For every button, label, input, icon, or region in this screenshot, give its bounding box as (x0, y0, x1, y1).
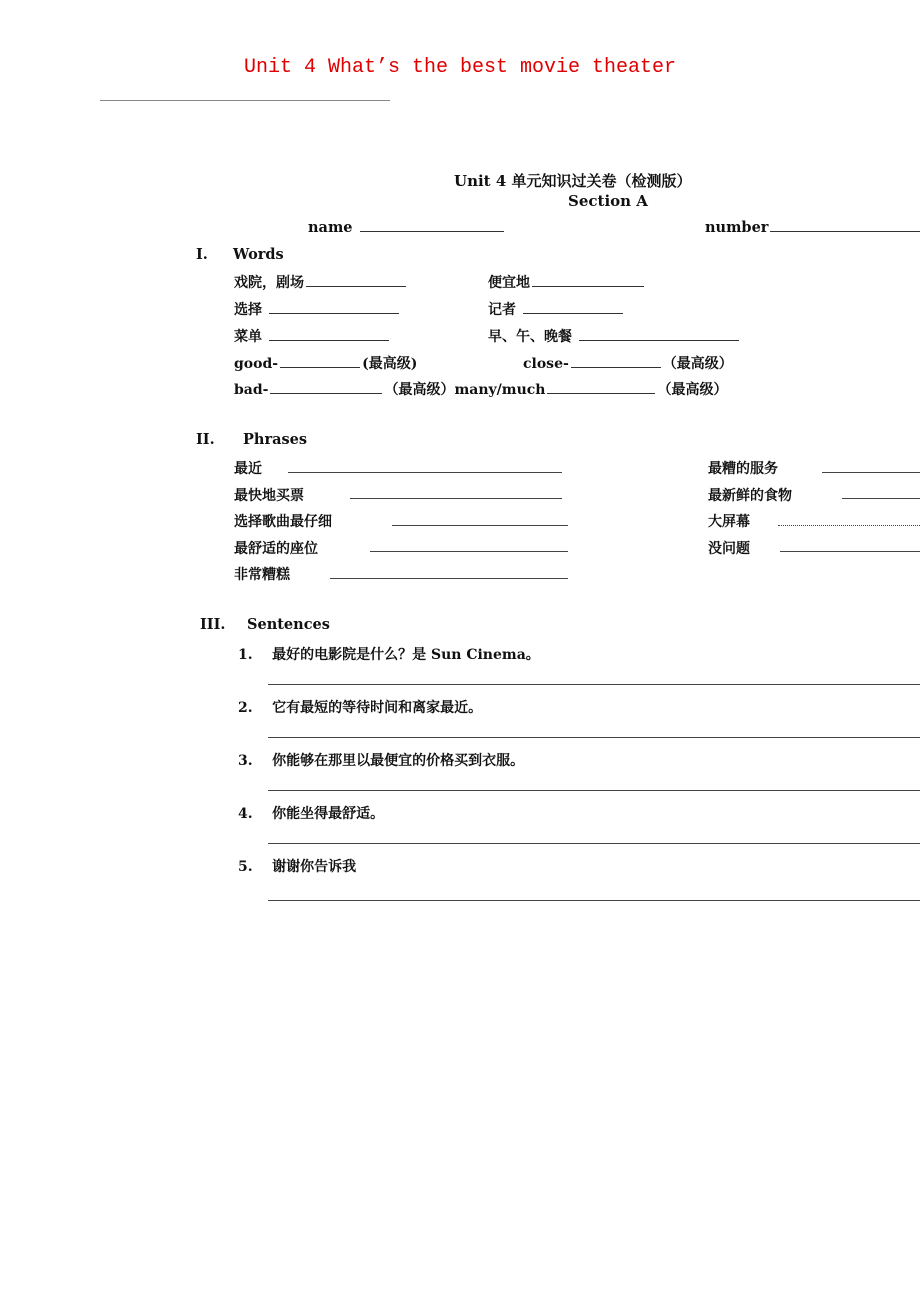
answer-line[interactable] (268, 843, 920, 844)
phrase-item: 没问题 (708, 541, 750, 557)
name-label: name (308, 219, 353, 236)
worksheet-heading: Unit 4 单元知识过关卷（检测版） (454, 172, 692, 190)
word-item: 菜单 (234, 326, 391, 346)
phrases-numeral: II. (196, 431, 215, 448)
sentences-numeral: III. (200, 616, 226, 633)
word-item: close- （最高级） (523, 356, 733, 372)
scan-artifact-line (100, 100, 390, 101)
name-field[interactable] (308, 219, 506, 236)
answer-line[interactable] (268, 684, 920, 685)
phrase-item: 最糟的服务 (708, 461, 778, 477)
sentence-item: 1. 最好的电影院是什么？是 Sun Cinema。 (238, 647, 540, 663)
answer-line[interactable] (268, 790, 920, 791)
word-item: bad- （最高级）many/much （最高级） (234, 382, 728, 398)
phrase-item: 最快地买票 (234, 488, 304, 504)
phrase-item: 最近 (234, 461, 262, 477)
answer-line[interactable] (268, 900, 920, 901)
number-label: number (705, 219, 769, 236)
sentences-heading: Sentences (247, 616, 330, 633)
word-item: 早、午、晚餐 (488, 326, 741, 346)
words-heading: Words (233, 246, 284, 263)
number-field[interactable] (705, 219, 920, 236)
phrases-heading: Phrases (243, 431, 308, 448)
phrase-item: 非常糟糕 (234, 567, 290, 583)
words-numeral: I. (196, 246, 208, 263)
answer-line[interactable] (268, 737, 920, 738)
word-item: good- (最高级) (234, 356, 418, 372)
phrase-item: 选择歌曲最仔细 (234, 514, 332, 530)
sentence-item: 4. 你能坐得最舒适。 (238, 806, 385, 822)
word-item: 选择 (234, 299, 401, 319)
phrase-item: 大屏幕 (708, 514, 750, 530)
sentence-item: 2. 它有最短的等待时间和离家最近。 (238, 700, 483, 716)
sentence-item: 3. 你能够在那里以最便宜的价格买到衣服。 (238, 753, 525, 769)
word-item: 记者 (488, 299, 625, 319)
document-title: Unit 4 What’s the best movie theater (243, 56, 677, 79)
word-item: 戏院，剧场 (234, 272, 408, 292)
phrase-item: 最新鲜的食物 (708, 488, 792, 504)
phrase-item: 最舒适的座位 (234, 541, 318, 557)
section-label: Section A (568, 192, 648, 210)
sentence-item: 5. 谢谢你告诉我 (238, 859, 357, 875)
word-item: 便宜地 (488, 272, 646, 292)
